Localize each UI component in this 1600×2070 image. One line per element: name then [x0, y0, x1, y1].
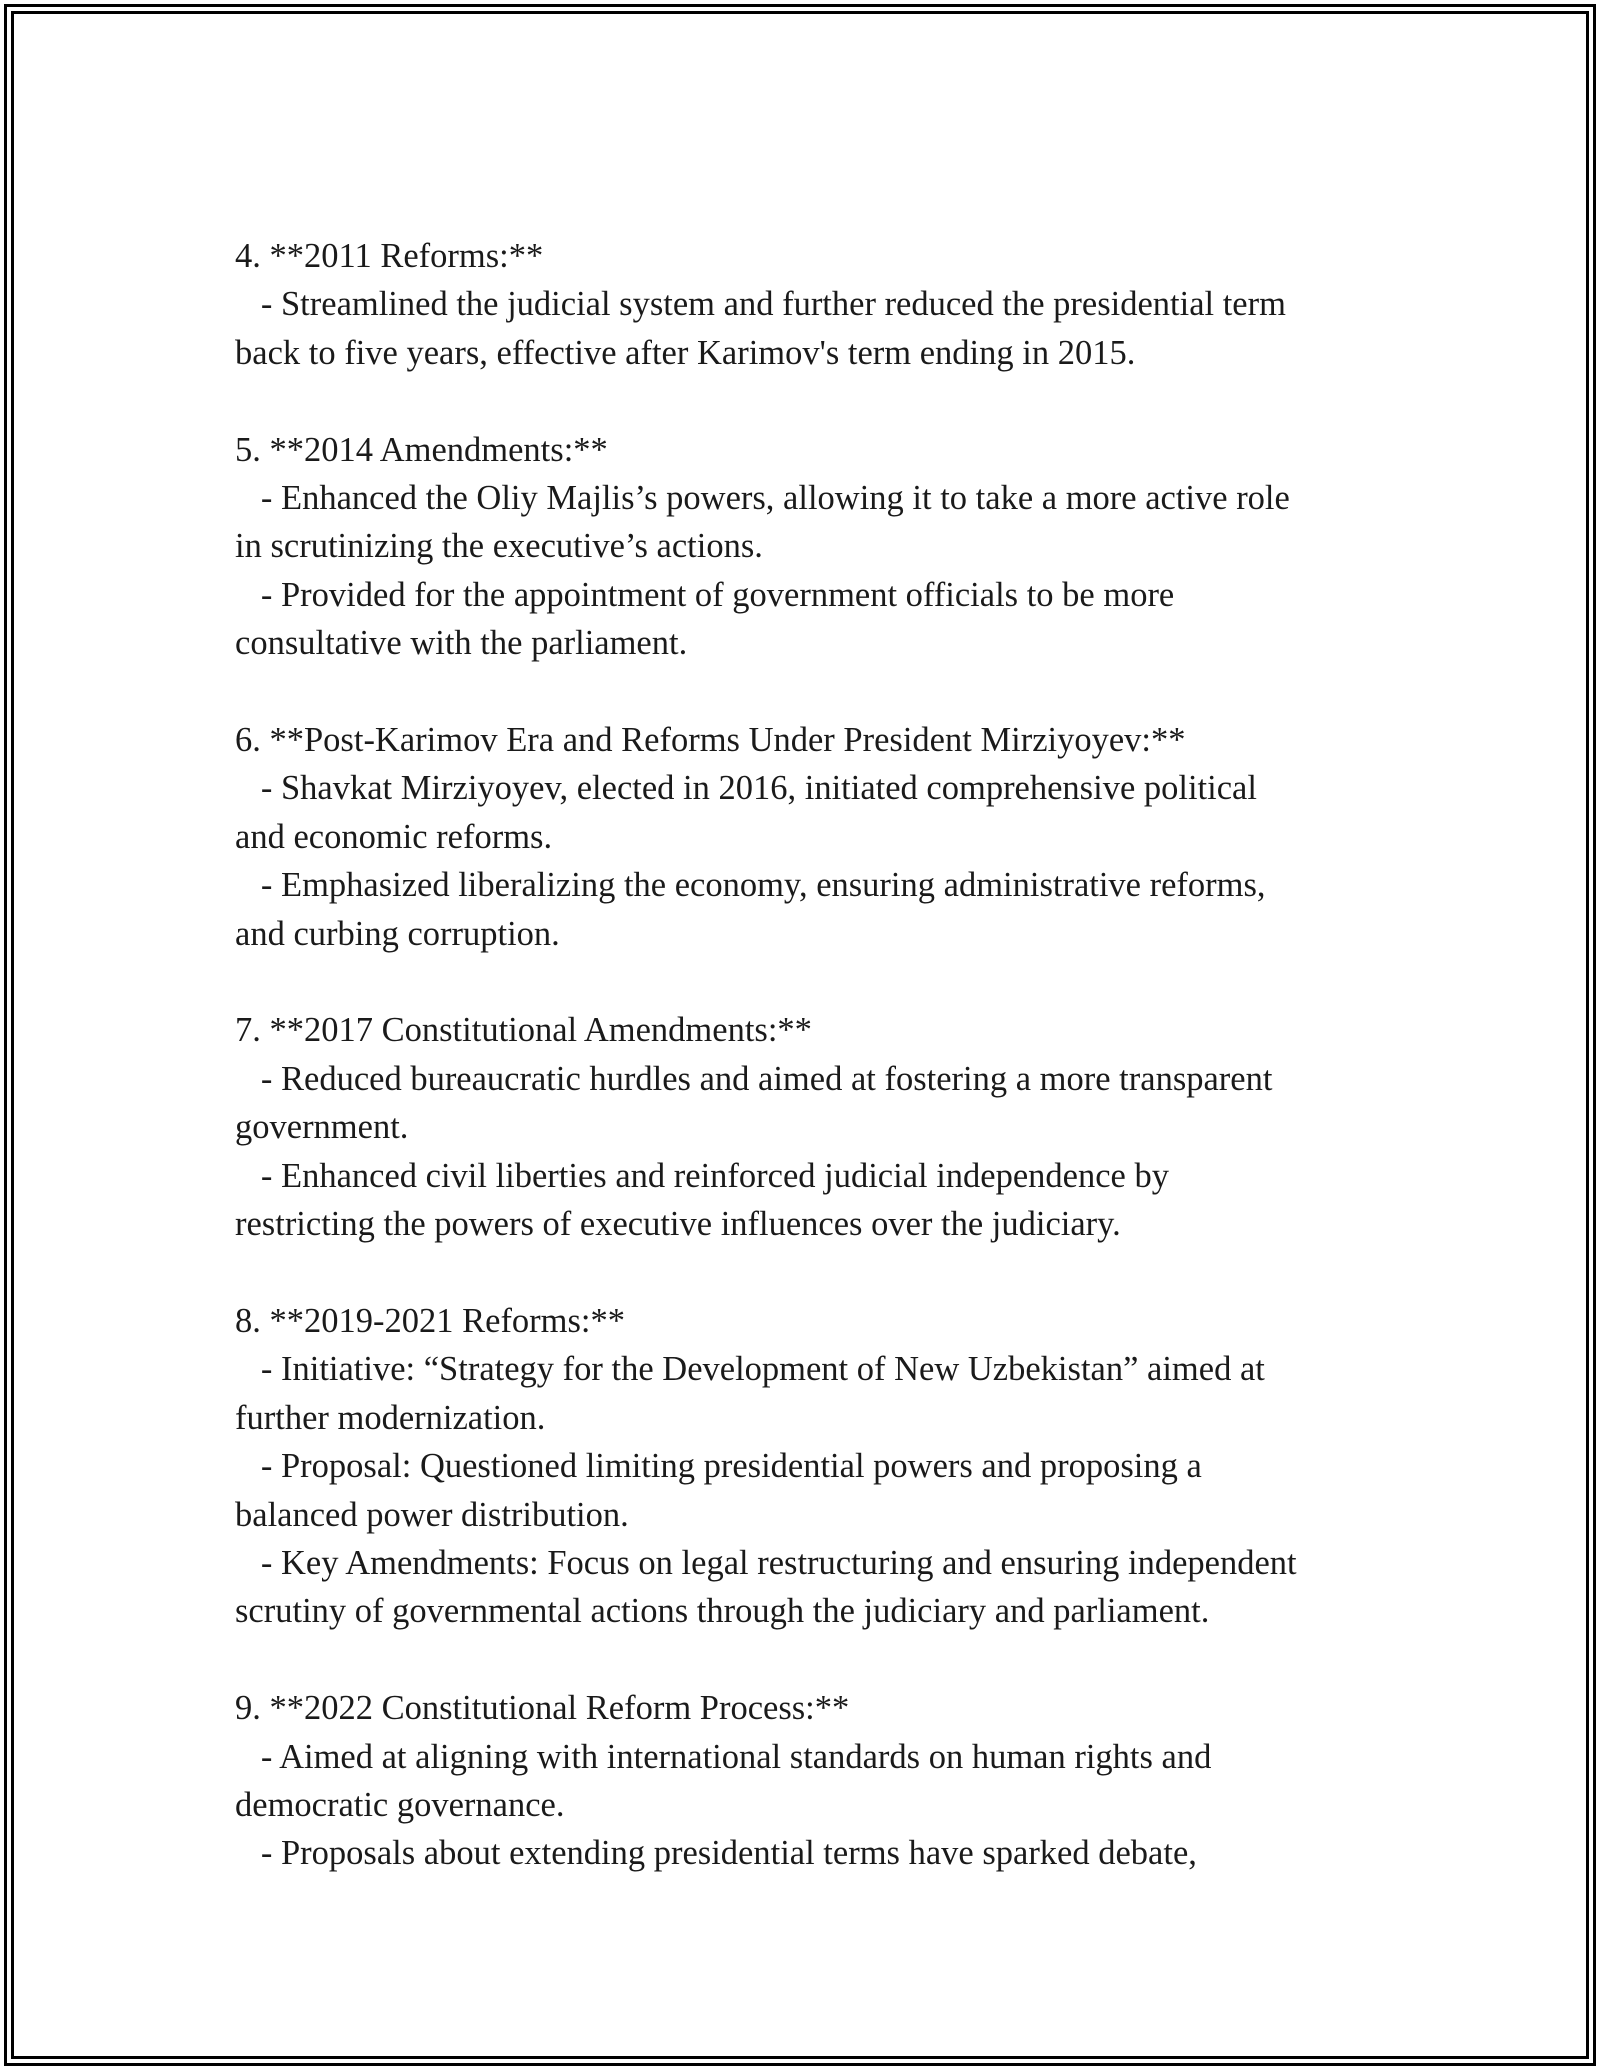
text-line: - Initiative: “Strategy for the Development of New Uzbekistan” aimed at: [235, 1350, 1265, 1389]
text-line: - Provided for the appointment of government officials to be more: [235, 575, 1175, 614]
section-post-karimov-era: [235, 716, 1375, 958]
text-line: further modernization.: [235, 1398, 546, 1437]
section-2022-reform-process: [235, 1684, 1375, 1878]
text-line: government.: [235, 1108, 409, 1147]
text-line: - Enhanced civil liberties and reinforced judicial independence by: [235, 1156, 1169, 1195]
text-line: scrutiny of governmental actions through the judiciary and parliament.: [235, 1592, 1210, 1631]
text-line: and curbing corruption.: [235, 914, 560, 953]
text-line: restricting the powers of executive influences over the judiciary.: [235, 1205, 1121, 1244]
section-heading: 8. **2019-2021 Reforms:**: [235, 1301, 626, 1340]
section-2011-reforms: [235, 232, 1375, 377]
text-line: - Aimed at aligning with international standards on human rights and: [235, 1737, 1212, 1776]
text-line: in scrutinizing the executive’s actions.: [235, 527, 763, 566]
text-line: balanced power distribution.: [235, 1495, 629, 1534]
text-line: - Emphasized liberalizing the economy, ensuring administrative reforms,: [235, 866, 1266, 905]
section-heading: 9. **2022 Constitutional Reform Process:**: [235, 1689, 850, 1728]
section-heading: 4. **2011 Reforms:**: [235, 237, 544, 275]
document-body: [235, 232, 1375, 1878]
text-line: - Shavkat Mirziyoyev, elected in 2016, initiated comprehensive political: [235, 769, 1257, 808]
section-heading: 5. **2014 Amendments:**: [235, 430, 608, 469]
text-line: and economic reforms.: [235, 817, 553, 856]
text-line: - Key Amendments: Focus on legal restructuring and ensuring independent: [235, 1543, 1297, 1582]
section-heading: 6. **Post-Karimov Era and Reforms Under President Mirziyoyev:**: [235, 721, 1186, 760]
section-2019-2021-reforms: [235, 1297, 1375, 1636]
text-line: back to five years, effective after Karimov's term ending in 2015.: [235, 333, 1136, 372]
text-line: - Proposal: Questioned limiting presidential powers and proposing a: [235, 1447, 1202, 1486]
text-line: - Enhanced the Oliy Majlis’s powers, allowing it to take a more active role: [235, 479, 1290, 518]
text-line: consultative with the parliament.: [235, 624, 688, 663]
text-line: - Streamlined the judicial system and further reduced the presidential term: [235, 285, 1286, 324]
section-2014-amendments: [235, 426, 1375, 668]
section-2017-amendments: [235, 1006, 1375, 1248]
section-heading: 7. **2017 Constitutional Amendments:**: [235, 1011, 812, 1050]
text-line: - Reduced bureaucratic hurdles and aimed at fostering a more transparent: [235, 1059, 1273, 1098]
text-line: - Proposals about extending presidential terms have sparked debate,: [235, 1834, 1197, 1873]
text-line: democratic governance.: [235, 1785, 565, 1824]
